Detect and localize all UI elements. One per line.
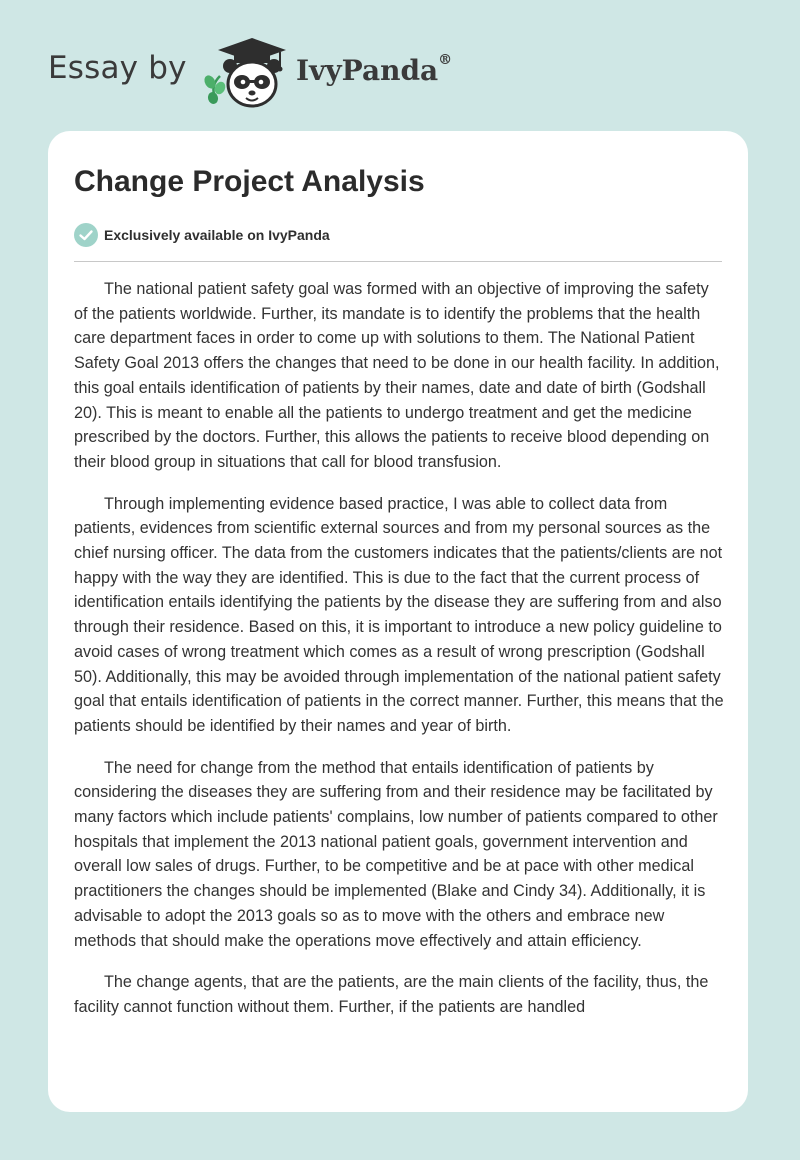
paragraph: Through implementing evidence based practice, I was able to collect data from patients, evidences from scientific external sources and from my personal sources as the chief nursing officer. The data from the customers indicates that the patients/clients are not happy with the way they are identified. This is due to the fact that the current process of identification entails identifying the patients by the disease they are suffering from and also through their residence. Based on this, it is important to introduce a new policy guideline to avoid cases of wrong treatment which comes as a result of wrong prescription (Godshall 50). Additionally, this may be avoided through implementation of the national patient safety goal that entails identification of patients in the correct manner. Further, this means that the patients should be identified by their names and year of birth. [74, 494, 724, 735]
paragraph: The change agents, that are the patients, are the main clients of the facility, thus, the facility cannot function without them. Further, if the patients are handled [74, 973, 709, 1016]
site-header [0, 0, 800, 130]
exclusive-badge [74, 223, 330, 247]
article-title: Change Project Analysis [74, 165, 425, 198]
panda-graduate-logo-icon [200, 36, 292, 110]
title-divider [74, 261, 722, 262]
article-body [74, 277, 724, 1037]
exclusive-badge-label: Exclusively available on IvyPanda [104, 227, 330, 243]
paragraph: The need for change from the method that entails identification of patients by considering the diseases they are suffering from and their residence may be facilitated by many factors which include patients' complains, low number of patients compared to other hospitals that implement the 2013 national patient goals, government intervention and overall low sales of drugs. Further, to be competitive and be at pace with other medical practitioners the changes should be implemented (Blake and Cindy 34). Additionally, it is advisable to adopt the 2013 goals so as to move with the others and embrace new methods that should make the operations move effectively and attain efficiency. [74, 758, 718, 950]
check-circle-icon [74, 223, 98, 247]
registered-mark: ® [438, 52, 453, 68]
brand-prefix: Essay by [48, 50, 187, 86]
paragraph: The national patient safety goal was formed with an objective of improving the safety of the patients worldwide. Further, its mandate is to identify the problems that the health care department faces in order to come up with solutions to them. The National Patient Safety Goal 2013 offers the changes that need to be done in our health facility. In addition, this goal entails identification of patients by their names, date and date of birth (Godshall 20). This is meant to enable all the patients to undergo treatment and get the medicine prescribed by the doctors. Further, this allows the patients to receive blood depending on their blood group in situations that call for blood transfusion. [74, 280, 720, 471]
brand-name: IvyPanda® [296, 52, 453, 87]
article-card [48, 131, 748, 1112]
